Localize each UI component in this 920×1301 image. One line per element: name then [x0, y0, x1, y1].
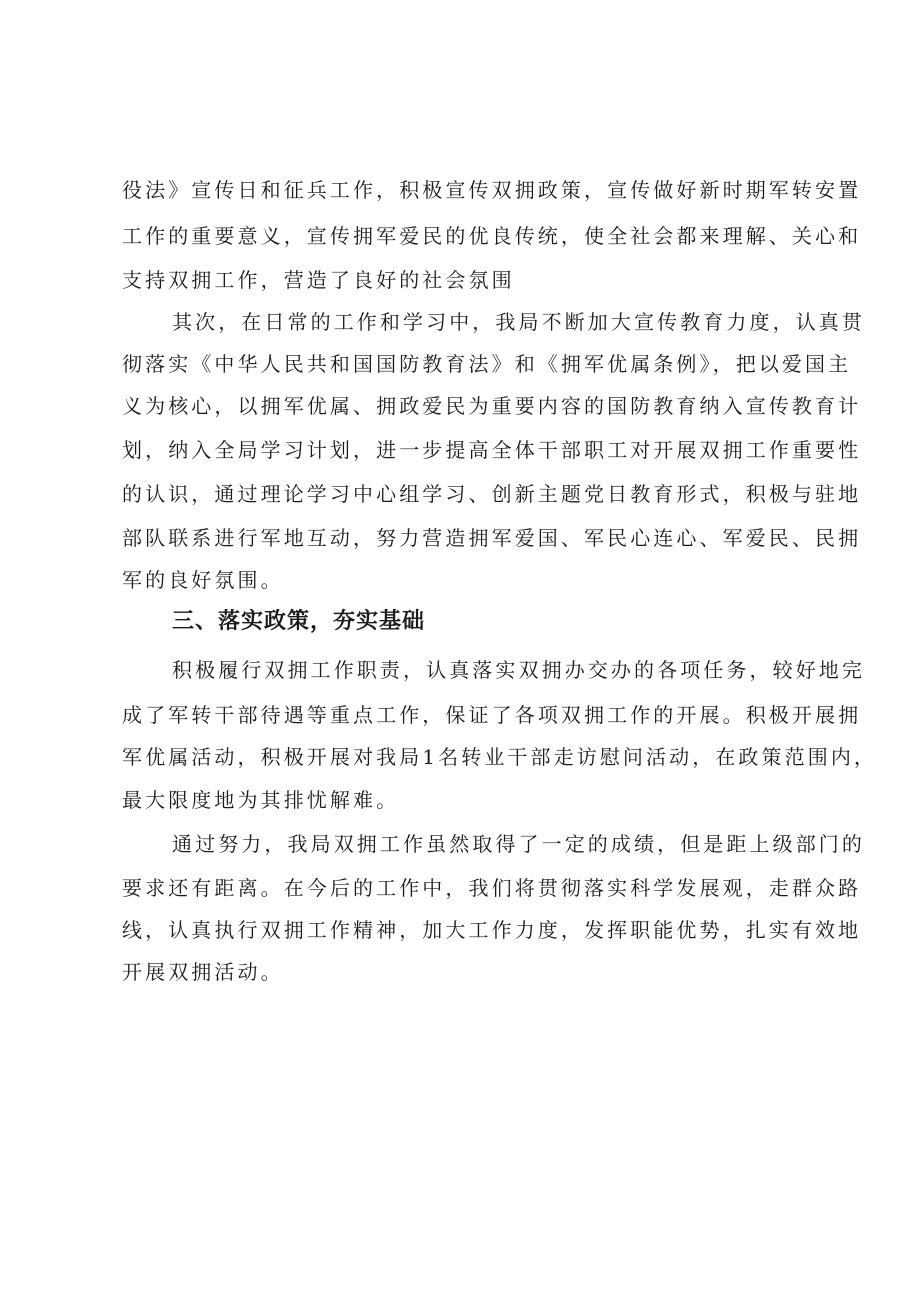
paragraph-3-line: 成了军转干部待遇等重点工作，保证了各项双拥工作的开展。积极开展拥: [122, 703, 862, 727]
paragraph-2-line: 其次，在日常的工作和学习中，我局不断加大宣传教育力度，认真贯: [172, 310, 865, 334]
paragraph-2-line: 的认识，通过理论学习中心组学习、创新主题党日教育形式，积极与驻地: [122, 482, 862, 506]
paragraph-4-line: 通过努力，我局双拥工作虽然取得了一定的成绩，但是距上级部门的: [172, 832, 865, 856]
paragraph-1-line: 工作的重要意义，宣传拥军爱民的优良传统，使全社会都来理解、关心和: [122, 224, 862, 248]
paragraph-4-line: 开展双拥活动。: [122, 960, 284, 984]
section-heading: 三、落实政策，夯实基础: [172, 609, 426, 634]
paragraph-3-line: 军优属活动，积极开展对我局1名转业干部走访慰问活动，在政策范围内，: [122, 745, 878, 769]
paragraph-2-line: 部队联系进行军地互动，努力营造拥军爱国、军民心连心、军爱民、民拥: [122, 526, 862, 550]
paragraph-3-line: 积极履行双拥工作职责，认真落实双拥办交办的各项任务，较好地完: [172, 658, 865, 682]
paragraph-2-line: 军的良好氛围。: [122, 568, 284, 592]
paragraph-2-line: 彻落实《中华人民共和国国防教育法》和《拥军优属条例》，把以爱国主: [122, 352, 852, 376]
paragraph-3-line: 最大限度地为其排忧解难。: [122, 788, 400, 812]
paragraph-1-line: 役法》宣传日和征兵工作，积极宣传双拥政策，宣传做好新时期军转安置: [122, 178, 862, 202]
paragraph-2-line: 划，纳入全局学习计划，进一步提高全体干部职工对开展双拥工作重要性: [122, 438, 862, 462]
paragraph-2-line: 义为核心，以拥军优属、拥政爱民为重要内容的国防教育纳入宣传教育计: [122, 394, 862, 418]
paragraph-4-line: 线，认真执行双拥工作精神，加大工作力度，发挥职能优势，扎实有效地: [122, 918, 862, 942]
paragraph-1-line: 支持双拥工作，营造了良好的社会氛围: [122, 268, 515, 292]
paragraph-4-line: 要求还有距离。在今后的工作中，我们将贯彻落实科学发展观，走群众路: [122, 876, 862, 900]
